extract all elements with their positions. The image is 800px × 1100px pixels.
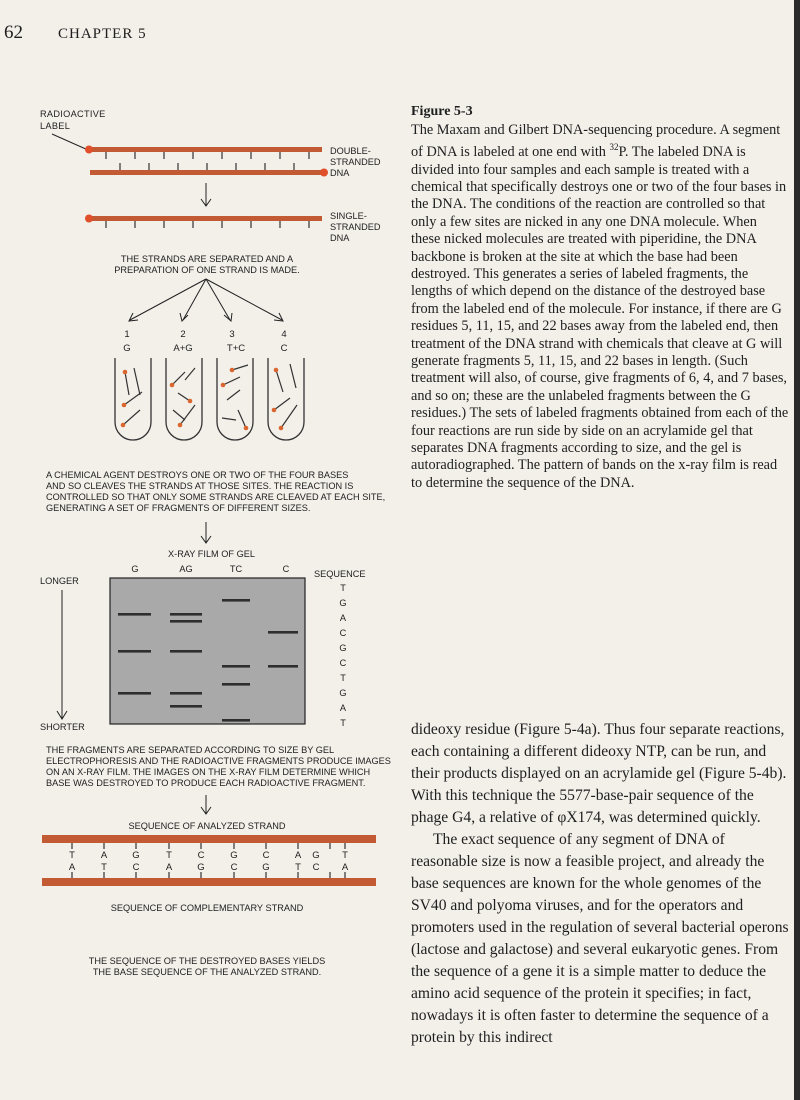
lane-label-tc: TC bbox=[229, 564, 243, 574]
double-stranded-label-2: STRANDED bbox=[330, 157, 381, 167]
complementary-strand-label: SEQUENCE OF COMPLEMENTARY STRAND bbox=[110, 903, 304, 913]
radioactive-label-line2: LABEL bbox=[40, 121, 71, 131]
complementary-base-10: A bbox=[341, 862, 349, 873]
lane-label-ag: AG bbox=[179, 564, 193, 574]
analyzed-base-6: G bbox=[230, 850, 238, 861]
separation-note-1: THE STRANDS ARE SEPARATED AND A bbox=[120, 254, 294, 264]
band-g-2 bbox=[118, 613, 151, 616]
sequence-base-4: C bbox=[339, 628, 347, 638]
label-dot-bottom bbox=[320, 169, 328, 177]
double-stranded-label-1: DOUBLE- bbox=[330, 146, 371, 156]
lane-label-c: C bbox=[282, 564, 290, 574]
cleave-note-3: CONTROLLED SO THAT ONLY SOME STRANDS ARE CLEAVED AT EACH SITE, bbox=[46, 492, 386, 502]
chapter-title: CHAPTER 5 bbox=[58, 26, 147, 42]
band-ag-8 bbox=[170, 692, 202, 695]
analyzed-base-7: C bbox=[262, 850, 270, 861]
arrow-down-icon bbox=[201, 522, 211, 543]
sequence-base-9: A bbox=[339, 703, 347, 713]
analyzed-base-1: T bbox=[69, 850, 75, 861]
label-pointer bbox=[52, 134, 88, 150]
band-ag-9 bbox=[170, 705, 202, 708]
sequence-base-1: T bbox=[340, 583, 346, 593]
tube-base-4: C bbox=[280, 343, 288, 354]
tube-base-1: G bbox=[123, 343, 131, 354]
complementary-base-8: T bbox=[295, 862, 301, 873]
sequence-base-6: C bbox=[339, 658, 347, 668]
complementary-base-2: T bbox=[101, 862, 107, 873]
size-arrow bbox=[57, 590, 67, 719]
xray-title: X-RAY FILM OF GEL bbox=[168, 549, 255, 559]
paragraph-2: The exact sequence of any segment of DNA of reasonable size is now a feasible project, and already the base sequences are known for the whole genomes of the SV40 and polyoma viruses, and for the operators and promoters used in the regulation of several bacterial operons (lactose and galactose) and several eukaryotic genes. From the sequence of a gene it is a simple matter to deduce the amino acid sequence of the protein it specifies; in fact, nowadays it is often faster to determine the sequence of a protein by this indirect bbox=[411, 831, 789, 1046]
label-dot-single bbox=[85, 215, 93, 223]
sequence-base-7: T bbox=[340, 673, 346, 683]
analyzed-base-4: T bbox=[166, 850, 172, 861]
analyzed-base-10: T bbox=[342, 850, 348, 861]
single-stranded-label-2: STRANDED bbox=[330, 222, 381, 232]
band-tc-6 bbox=[222, 665, 250, 668]
analyzed-strand-label: SEQUENCE OF ANALYZED STRAND bbox=[128, 821, 286, 831]
tube-number-4: 4 bbox=[281, 329, 287, 340]
analyzed-base-2: A bbox=[100, 850, 108, 861]
dna-fragments bbox=[123, 364, 297, 428]
gel-note-3: ON AN X-RAY FILM. THE IMAGES ON THE X-RAY FILM DETERMINE WHICH bbox=[46, 767, 371, 777]
test-tube-c bbox=[268, 358, 304, 440]
sequence-base-8: G bbox=[339, 688, 347, 698]
gel-note-4: BASE WAS DESTROYED TO PRODUCE EACH RADIOACTIVE FRAGMENT. bbox=[46, 778, 366, 788]
band-tc-7 bbox=[222, 683, 250, 686]
tube-number-2: 2 bbox=[180, 329, 186, 340]
band-ag-2 bbox=[170, 613, 202, 616]
band-c-4 bbox=[268, 631, 298, 634]
test-tube-ag bbox=[166, 358, 202, 440]
single-stranded-label-3: DNA bbox=[330, 233, 350, 243]
cleave-note-4: GENERATING A SET OF FRAGMENTS OF DIFFERENT SIZES. bbox=[46, 503, 311, 513]
complementary-base-7: G bbox=[262, 862, 270, 873]
paragraph-1: dideoxy residue (Figure 5-4a). Thus four separate reactions, each containing a different dideoxy NTP, can be run, and their products displayed on an acrylamide gel (Figure 5-4b). With this technique the 5577-base-pair sequence of the phage G4, a relative of φX174, was determined quickly. bbox=[411, 721, 787, 826]
figure-title: Figure 5-3 bbox=[411, 104, 473, 119]
analyzed-base-3: G bbox=[132, 850, 140, 861]
sequence-base-3: A bbox=[339, 613, 347, 623]
cleave-note-2: AND SO CLEAVES THE STRANDS AT THOSE SITES. THE REACTION IS bbox=[46, 481, 354, 491]
tube-number-1: 1 bbox=[124, 329, 130, 340]
page-edge bbox=[794, 0, 800, 1100]
separation-note-2: PREPARATION OF ONE STRAND IS MADE. bbox=[114, 265, 300, 275]
complementary-base-4: A bbox=[165, 862, 173, 873]
complementary-base-1: A bbox=[68, 862, 76, 873]
band-g-5 bbox=[118, 650, 151, 653]
sequence-header: SEQUENCE bbox=[314, 569, 366, 579]
tube-base-3: T+C bbox=[226, 343, 246, 354]
band-c-6 bbox=[268, 665, 298, 668]
double-stranded-label-3: DNA bbox=[330, 168, 350, 178]
tube-base-2: A+G bbox=[173, 343, 193, 354]
tube-number-3: 3 bbox=[229, 329, 235, 340]
sequence-base-2: G bbox=[339, 598, 347, 608]
final-duplex bbox=[42, 835, 376, 886]
band-ag-5 bbox=[170, 650, 202, 653]
figure-caption: The Maxam and Gilbert DNA-sequencing procedure. A segment of DNA is labeled at one end with $^{32}$P. The labeled DNA is divided into four samples and each sample is treated with a chemical that specifically destroys one or two of the four bases in the DNA. The conditions of the reaction are controlled so that only a few sites are nicked in any one DNA molecule. When these nicked molecules are treated with piperidine, the DNA backbone is broken at the site at which the base had been destroyed. This generates a series of labeled fragments, the lengths of which depend on the distance of the destroyed base from the labeled end of the molecule. For instance, if there are G residues 5, 11, 15, and 22 bases away from the labeled end, then treatment of the DNA strand with chemicals that cleave at G will generate fragments 5, 11, 15, and 22 bases in length. (Such treatment will also, of course, give fragments of 6, 4, and 7 bases, and so on; these are the unlabeled fragments between the G residues.) The sets of labeled fragments obtained from each of the four reactions are run side by side on an acrylamide gel that separates DNA fragments according to size, and the gel is autoradiographed. The pattern of bands on the x-ray film is read to determine the sequence of the DNA. bbox=[411, 122, 789, 491]
analyzed-base-5: C bbox=[197, 850, 205, 861]
final-note-2: THE BASE SEQUENCE OF THE ANALYZED STRAND. bbox=[92, 967, 322, 977]
complementary-base-9: C bbox=[312, 862, 320, 873]
sequence-base-10: T bbox=[340, 718, 346, 728]
split-arrows bbox=[129, 279, 283, 321]
complementary-base-3: C bbox=[132, 862, 140, 873]
band-g-8 bbox=[118, 692, 151, 695]
single-stranded-dna bbox=[85, 215, 322, 229]
double-stranded-dna bbox=[85, 146, 328, 177]
sequence-base-5: G bbox=[339, 643, 347, 653]
longer-label: LONGER bbox=[40, 576, 79, 586]
complementary-base-5: G bbox=[197, 862, 205, 873]
shorter-label: SHORTER bbox=[40, 722, 85, 732]
radioactive-label-line1: RADIOACTIVE bbox=[40, 109, 106, 119]
single-stranded-label-1: SINGLE- bbox=[330, 211, 367, 221]
cleave-note-1: A CHEMICAL AGENT DESTROYS ONE OR TWO OF THE FOUR BASES bbox=[46, 470, 349, 480]
band-ag-3 bbox=[170, 620, 202, 623]
label-dot-top bbox=[85, 146, 93, 154]
band-c-1 bbox=[222, 599, 250, 602]
complementary-base-6: C bbox=[230, 862, 238, 873]
maxam-gilbert-diagram bbox=[0, 0, 400, 1000]
lane-label-g: G bbox=[131, 564, 139, 574]
gel-note-1: THE FRAGMENTS ARE SEPARATED ACCORDING TO SIZE BY GEL bbox=[46, 745, 335, 755]
gel-note-2: ELECTROPHORESIS AND THE RADIOACTIVE FRAGMENTS PRODUCE IMAGES bbox=[46, 756, 391, 766]
page-number: 62 bbox=[4, 22, 23, 43]
final-note-1: THE SEQUENCE OF THE DESTROYED BASES YIELDS bbox=[88, 956, 326, 966]
arrow-down-icon bbox=[201, 795, 211, 814]
band-tc-10 bbox=[222, 719, 250, 722]
body-text bbox=[411, 719, 789, 1049]
arrow-down-icon bbox=[201, 183, 211, 206]
analyzed-base-9: G bbox=[312, 850, 320, 861]
analyzed-base-8: A bbox=[294, 850, 302, 861]
